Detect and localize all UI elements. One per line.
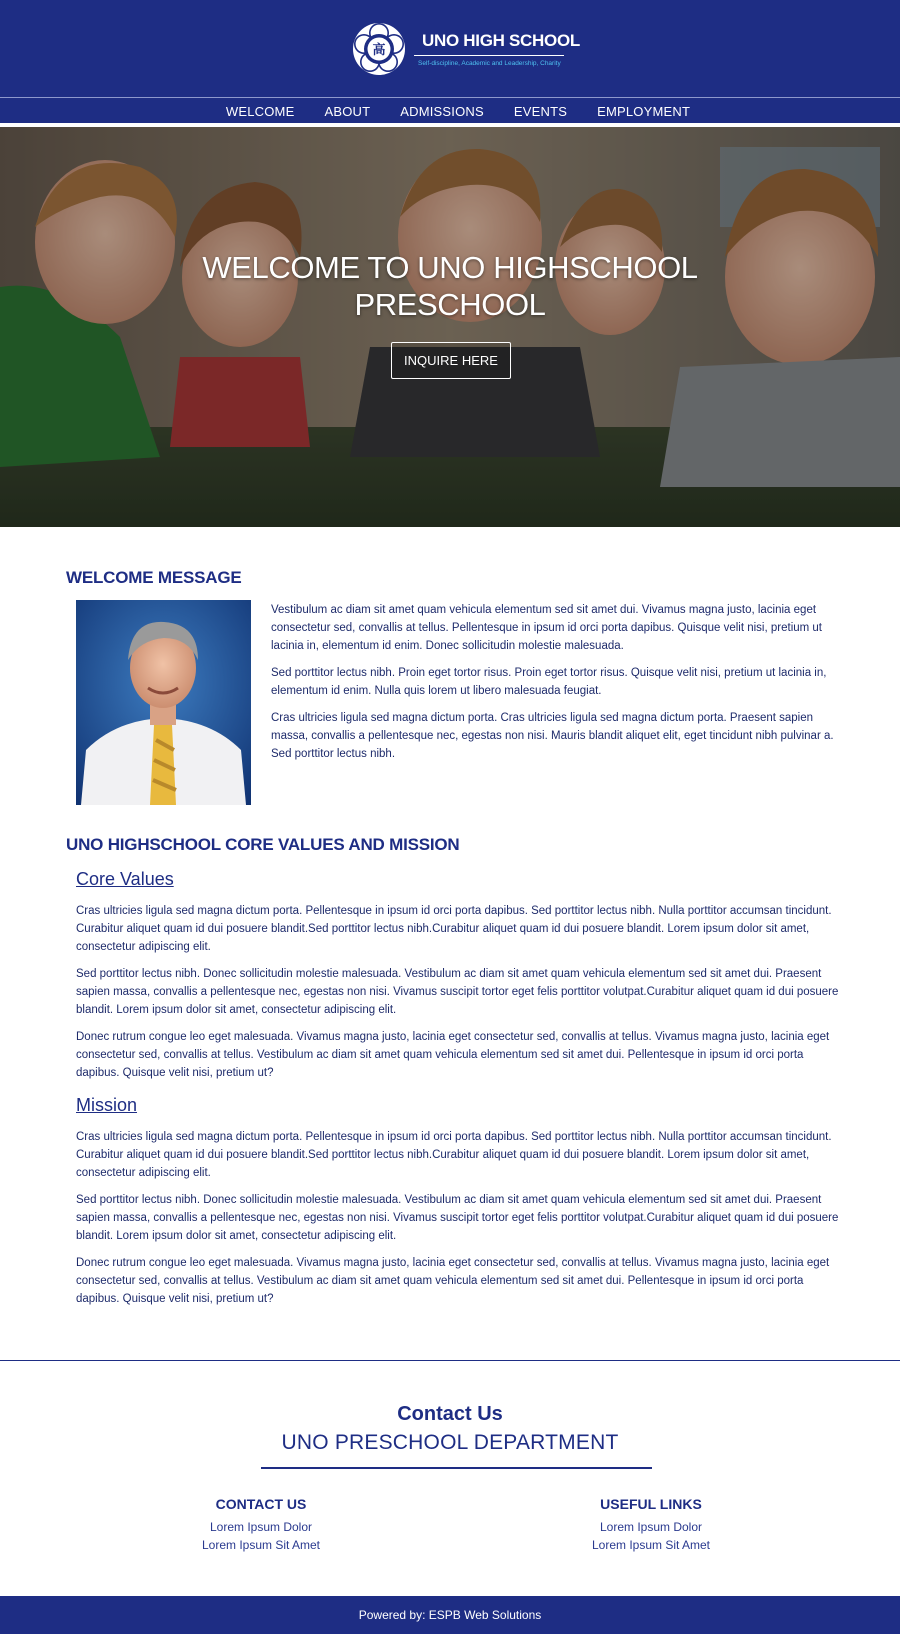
section-divider	[0, 1360, 900, 1361]
site-header	[0, 0, 900, 97]
core-values-paragraph: Donec rutrum congue leo eget malesuada. Vivamus magna justo, lacinia eget consectetur sed, convallis at tellus. Vivamus magna justo, lacinia eget consectetur sed, convallis at tellus. Vestibulum ac diam sit amet quam vehicula elementum sed sit amet dui. Pellentesque in ipsum id orci porta dapibus. Quisque velit nisi, pretium ut?	[76, 1031, 830, 1079]
contact-column-title: CONTACT US	[215, 1496, 307, 1512]
brand[interactable]	[352, 20, 580, 78]
principal-portrait-image	[76, 600, 251, 805]
school-seal-icon	[352, 22, 406, 76]
main-nav	[0, 97, 900, 125]
contact-link[interactable]: Lorem Ipsum Dolor	[209, 1520, 313, 1534]
contact-title: Contact Us	[397, 1403, 503, 1425]
nav-item-admissions[interactable]: ADMISSIONS	[400, 103, 484, 119]
welcome-paragraph: Cras ultricies ligula sed magna dictum porta. Cras ultricies ligula sed magna dictum porta. Praesent sapien massa, convallis a pellentesque nec, egestas non nisi. Mauris blandit aliquet elit, eget tincidunt nibh pulvinar a. Sed porttitor lectus nibh.	[271, 712, 834, 760]
inquire-button[interactable]: INQUIRE HERE	[391, 342, 511, 379]
school-name: UNO HIGH SCHOOL	[414, 31, 564, 56]
principal-photo	[76, 600, 251, 805]
hero-title-line2: PRESCHOOL	[354, 287, 546, 322]
hero-title-line1: WELCOME TO UNO HIGHSCHOOL	[202, 250, 698, 285]
mission-text	[76, 1128, 841, 1317]
useful-links-column	[521, 1496, 781, 1554]
nav-item-about[interactable]: ABOUT	[324, 103, 371, 119]
hero-banner	[0, 127, 900, 527]
useful-link[interactable]: Lorem Ipsum Dolor	[599, 1520, 703, 1534]
useful-links-title: USEFUL LINKS	[600, 1496, 702, 1512]
values-title: UNO HIGHSCHOOL CORE VALUES AND MISSION	[66, 835, 460, 854]
useful-link[interactable]: Lorem Ipsum Sit Amet	[591, 1538, 711, 1552]
nav-item-welcome[interactable]: WELCOME	[225, 103, 295, 119]
contact-link[interactable]: Lorem Ipsum Sit Amet	[201, 1538, 321, 1552]
mission-title: Mission	[76, 1095, 138, 1115]
nav-item-events[interactable]: EVENTS	[513, 103, 568, 119]
department-title: UNO PRESCHOOL DEPARTMENT	[281, 1431, 619, 1454]
welcome-paragraph: Sed porttitor lectus nibh. Proin eget tortor risus. Proin eget tortor risus. Quisque velit nisi, pretium ut lacinia in, elementum id enim. Nulla quis lorem ut libero malesuada feugiat.	[271, 667, 827, 697]
nav-item-employment[interactable]: EMPLOYMENT	[597, 103, 691, 119]
core-values-paragraph: Sed porttitor lectus nibh. Donec sollicitudin molestie malesuada. Vestibulum ac diam sit amet quam vehicula elementum sed sit amet dui. Praesent sapien massa, convallis a pellentesque nec, egestas non nisi. Vivamus suscipit tortor eget felis porttitor volutpat.Curabitur aliquet quam id dui posuere blandit. Lorem ipsum dolor sit amet, consectetur adipiscing elit.	[76, 968, 839, 1016]
core-values-title: Core Values	[76, 869, 174, 889]
hero-children-photo	[0, 127, 900, 527]
contact-column	[131, 1496, 391, 1554]
welcome-title: WELCOME MESSAGE	[66, 568, 242, 587]
mission-paragraph: Cras ultricies ligula sed magna dictum porta. Pellentesque in ipsum id orci porta dapibus. Sed porttitor lectus nibh. Nulla porttitor accumsan tincidunt. Curabitur aliquet quam id dui posuere blandit.Sed porttitor lectus nibh.Curabitur aliquet quam id dui posuere blandit. Lorem ipsum dolor sit amet, consectetur adipiscing elit.	[76, 1131, 832, 1179]
hero-title	[150, 249, 750, 323]
welcome-text	[271, 601, 836, 772]
school-tagline: Self-discipline, Academic and Leadership, Charity	[418, 60, 561, 67]
logo-glyph: 高	[372, 43, 386, 58]
department-underline	[261, 1467, 652, 1469]
mission-paragraph: Donec rutrum congue leo eget malesuada. Vivamus magna justo, lacinia eget consectetur sed, convallis at tellus. Vivamus magna justo, lacinia eget consectetur sed, convallis at tellus. Vestibulum ac diam sit amet quam vehicula elementum sed sit amet dui. Pellentesque in ipsum id orci porta dapibus. Quisque velit nisi, pretium ut?	[76, 1257, 830, 1305]
footer-credit[interactable]: Powered by: ESPB Web Solutions	[358, 1608, 542, 1622]
core-values-paragraph: Cras ultricies ligula sed magna dictum porta. Pellentesque in ipsum id orci porta dapibus. Sed porttitor lectus nibh. Nulla porttitor accumsan tincidunt. Curabitur aliquet quam id dui posuere blandit.Sed porttitor lectus nibh.Curabitur aliquet quam id dui posuere blandit. Lorem ipsum dolor sit amet, consectetur adipiscing elit.	[76, 905, 832, 953]
site-footer	[0, 1596, 900, 1634]
core-values-text	[76, 902, 841, 1091]
mission-paragraph: Sed porttitor lectus nibh. Donec sollicitudin molestie malesuada. Vestibulum ac diam sit amet quam vehicula elementum sed sit amet dui. Praesent sapien massa, convallis a pellentesque nec, egestas non nisi. Vivamus suscipit tortor eget felis porttitor volutpat.Curabitur aliquet quam id dui posuere blandit. Lorem ipsum dolor sit amet, consectetur adipiscing elit.	[76, 1194, 839, 1242]
welcome-paragraph: Vestibulum ac diam sit amet quam vehicula elementum sed sit amet dui. Vivamus magna justo, lacinia eget consectetur sed, convallis at tellus. Pellentesque in ipsum id orci porta dapibus. Quisque velit nisi, pretium ut lacinia in, elementum id enim. Donec sollicitudin molestie malesuada.	[271, 604, 823, 652]
